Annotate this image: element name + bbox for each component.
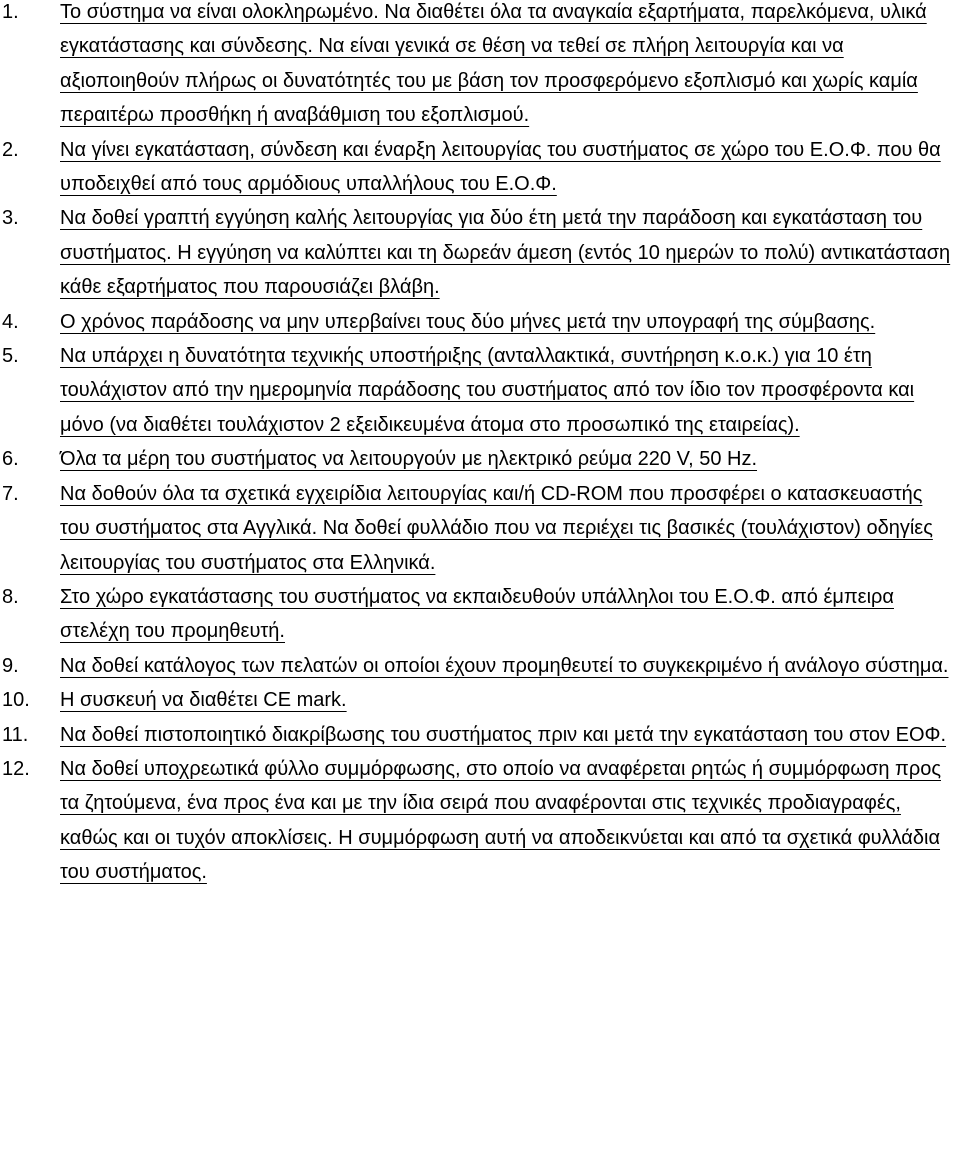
item-number: 5. bbox=[2, 345, 19, 368]
list-item bbox=[0, 442, 960, 476]
list-item bbox=[0, 752, 960, 890]
item-text: Να υπάρχει η δυνατότητα τεχνικής υποστήριξης (ανταλλακτικά, συντήρηση κ.ο.κ.) για 10 έτη τουλάχιστον από την ημερομηνία παράδοσης του συστήματος από τον ίδιο τον προσφέροντα και μόνο (να διαθέτει τουλάχιστον 2 εξειδικευμένα άτομα στο προσωπικό της εταιρείας). bbox=[60, 345, 915, 436]
list-item bbox=[0, 0, 960, 133]
item-text: Να δοθούν όλα τα σχετικά εγχειρίδια λειτουργίας και/ή CD-ROM που προσφέρει ο κατασκευαστής του συστήματος στα Αγγλικά. Να δοθεί φυλλάδιο που να περιέχει τις βασικές (τουλάχιστον) οδηγίες λειτουργίας του συστήματος στα Ελληνικά. bbox=[60, 482, 933, 574]
item-number: 8. bbox=[2, 585, 19, 608]
item-number: 1. bbox=[2, 1, 19, 23]
item-text: Να γίνει εγκατάσταση, σύνδεση και έναρξη λειτουργίας του συστήματος σε χώρο του Ε.Ο.Φ. που θα υποδειχθεί από τους αρμόδιους υπαλλήλους του Ε.Ο.Φ. bbox=[60, 138, 941, 196]
list-item bbox=[0, 477, 960, 580]
item-number: 6. bbox=[2, 448, 19, 471]
item-text: Ο χρόνος παράδοσης να μην υπερβαίνει τους δύο μήνες μετά την υπογραφή της σύμβασης. bbox=[60, 310, 876, 333]
list-item bbox=[0, 201, 960, 304]
item-number: 4. bbox=[2, 310, 19, 333]
list-item bbox=[0, 718, 960, 752]
item-number: 7. bbox=[2, 482, 19, 505]
list-item bbox=[0, 339, 960, 442]
item-text: Στο χώρο εγκατάστασης του συστήματος να εκπαιδευθούν υπάλληλοι του Ε.Ο.Φ. από έμπειρα στελέχη του προμηθευτή. bbox=[60, 585, 894, 643]
item-number: 3. bbox=[2, 207, 19, 230]
item-text: Να δοθεί πιστοποιητικό διακρίβωσης του συστήματος πριν και μετά την εγκατάσταση του στον ΕΟΦ. bbox=[60, 723, 947, 746]
item-text: Το σύστημα να είναι ολοκληρωμένο. Να διαθέτει όλα τα αναγκαία εξαρτήματα, παρελκόμενα, υλικά εγκατάστασης και σύνδεσης. Να είναι γενικά σε θέση να τεθεί σε πλήρη λειτουργία και να αξιοποιηθούν πλήρως οι δυνατότητές του με βάση τον προσφερόμενο εξοπλισμό και χωρίς καμία περαιτέρω προσθήκη ή αναβάθμιση του εξοπλισμού. bbox=[60, 1, 927, 127]
item-number: 12. bbox=[2, 757, 30, 780]
item-text: Να δοθεί κατάλογος των πελατών οι οποίοι έχουν προμηθευτεί το συγκεκριμένο ή ανάλογο σύστημα. bbox=[60, 654, 949, 677]
item-text: Η συσκευή να διαθέτει CE mark. bbox=[60, 689, 347, 712]
list-item bbox=[0, 683, 960, 717]
item-text: Να δοθεί υποχρεωτικά φύλλο συμμόρφωσης, στο οποίο να αναφέρεται ρητώς ή συμμόρφωση προς τα ζητούμενα, ένα προς ένα και με την ίδια σειρά που αναφέρονται στις τεχνικές προδιαγραφές, καθώς και οι τυχόν αποκλίσεις. Η συμμόρφωση αυτή να αποδεικνύεται και από τα σχετικά φυλλάδια του συστήματος. bbox=[60, 757, 941, 884]
list-item bbox=[0, 305, 960, 339]
item-number: 9. bbox=[2, 654, 19, 677]
list-item bbox=[0, 649, 960, 683]
item-text: Να δοθεί γραπτή εγγύηση καλής λειτουργίας για δύο έτη μετά την παράδοση και εγκατάσταση του συστήματος. Η εγγύηση να καλύπτει και τη δωρεάν άμεση (εντός 10 ημερών το πολύ) αντικατάσταση κάθε εξαρτήματος που παρουσιάζει βλάβη. bbox=[60, 207, 951, 299]
item-number: 2. bbox=[2, 138, 19, 161]
item-number: 10. bbox=[2, 689, 30, 712]
item-number: 11. bbox=[2, 723, 29, 746]
list-item bbox=[0, 580, 960, 649]
item-text: Όλα τα μέρη του συστήματος να λειτουργούν με ηλεκτρικό ρεύμα 220 V, 50 Hz. bbox=[60, 448, 758, 471]
list-item bbox=[0, 133, 960, 202]
